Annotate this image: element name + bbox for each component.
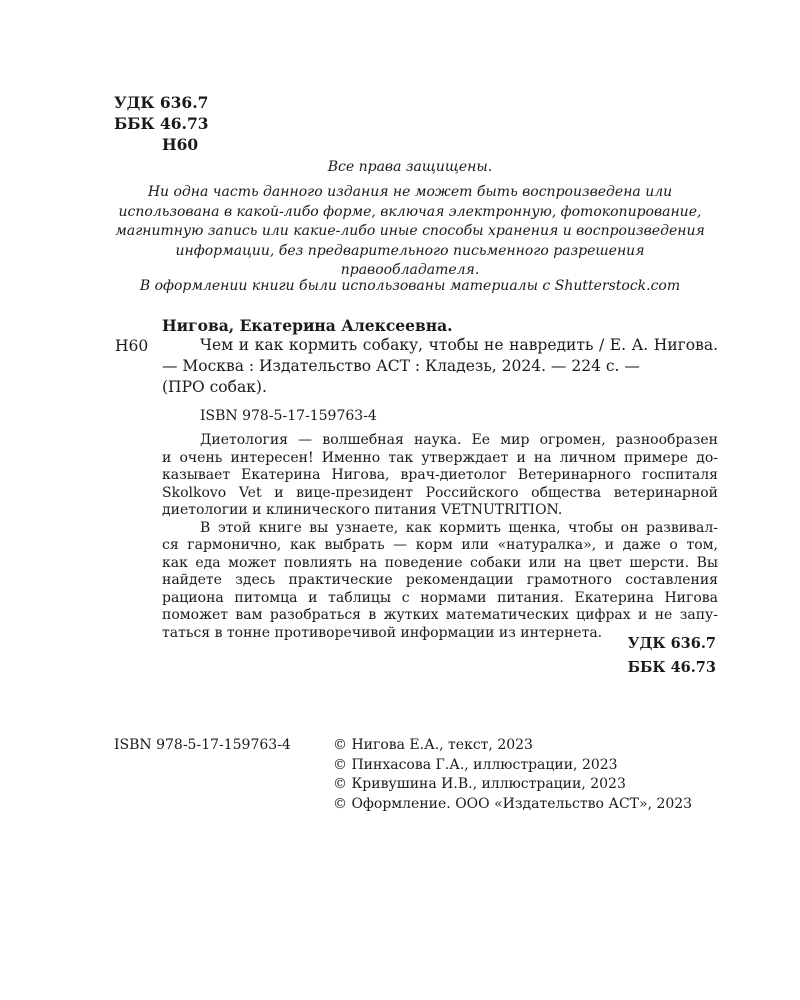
footer-codes	[628, 632, 716, 680]
annotation	[162, 432, 718, 642]
annotation-line: ся гармонично, как выбрать — корм или «натуралка», и даже о том,	[162, 537, 718, 553]
bbk-code: ББК 46.73	[114, 114, 209, 133]
rights-line: информации, без предварительного письменного разрешения	[175, 242, 645, 259]
bibliography-mark: Н60	[115, 337, 149, 355]
rights-line: использована в какой-либо форме, включая электронную, фотокопирование,	[118, 203, 702, 220]
rights-line: правообладателя.	[340, 262, 480, 278]
copyright-line: © Нигова Е.А., текст, 2023	[333, 737, 533, 753]
annotation-line: поможет вам разобраться в жутких математических цифрах и не запу-	[162, 607, 718, 623]
rights-reserved: Все права защищены.	[327, 159, 493, 175]
bibliography-author: Нигова, Екатерина Алексеевна.	[162, 316, 453, 335]
bibliography-description	[162, 335, 718, 398]
annotation-line: и очень интересен! Именно так утверждает и на личном примере до-	[162, 449, 718, 466]
classification-codes	[114, 92, 209, 155]
rights-line: магнитную запись или какие-либо иные способы хранения и воспроизведения	[115, 223, 705, 239]
annotation-line: как еда может повлиять на поведение собаки или на цвет шерсти. Вы	[162, 554, 718, 571]
footer-udk-code: УДК 636.7	[627, 635, 716, 652]
rights-notice	[105, 183, 715, 281]
annotation-line: таться в тонне противоречивой информации из интернета.	[162, 624, 603, 641]
annotation-line: казывает Екатерина Нигова, врач-диетолог Ветеринарного госпиталя	[162, 467, 718, 483]
bibliography-isbn: ISBN 978-5-17-159763-4	[200, 408, 377, 424]
annotation-line: найдете здесь практические рекомендации грамотного составления	[162, 572, 718, 588]
footer-isbn: ISBN 978-5-17-159763-4	[114, 737, 291, 753]
copyright-line: © Кривушина И.В., иллюстрации, 2023	[333, 776, 626, 792]
author-mark-code: Н60	[162, 135, 199, 154]
copyright-line: © Пинхасова Г.А., иллюстрации, 2023	[333, 756, 618, 773]
udk-code: УДК 636.7	[114, 93, 209, 112]
bibliography-line: Чем и как кормить собаку, чтобы не навредить / Е. А. Нигова. — Москва : Издательство АСТ : Кладезь, 2024. — 224 с. —	[162, 336, 718, 375]
footer-bbk-code: ББК 46.73	[627, 659, 716, 676]
shutterstock-note: В оформлении книги были использованы материалы с Shutterstock.com	[139, 278, 681, 294]
annotation-line: диетологии и клинического питания VETNUTRITION.	[162, 502, 563, 518]
copyright-line: © Оформление. ООО «Издательство АСТ», 2023	[333, 795, 693, 812]
annotation-line: Skolkovo Vet и вице-президент Российского общества ветеринарной	[162, 484, 718, 501]
annotation-line: рациона питомца и таблицы с нормами питания. Екатерина Нигова	[162, 589, 718, 606]
rights-line: Ни одна часть данного издания не может быть воспроизведена или	[147, 184, 673, 200]
annotation-line: Диетология — волшебная наука. Ее мир огромен, разнообразен	[200, 432, 718, 448]
copyright-block	[333, 736, 692, 814]
annotation-line: В этой книге вы узнаете, как кормить щенка, чтобы он развивал-	[200, 519, 718, 536]
bibliography-line: (ПРО собак).	[162, 378, 267, 396]
